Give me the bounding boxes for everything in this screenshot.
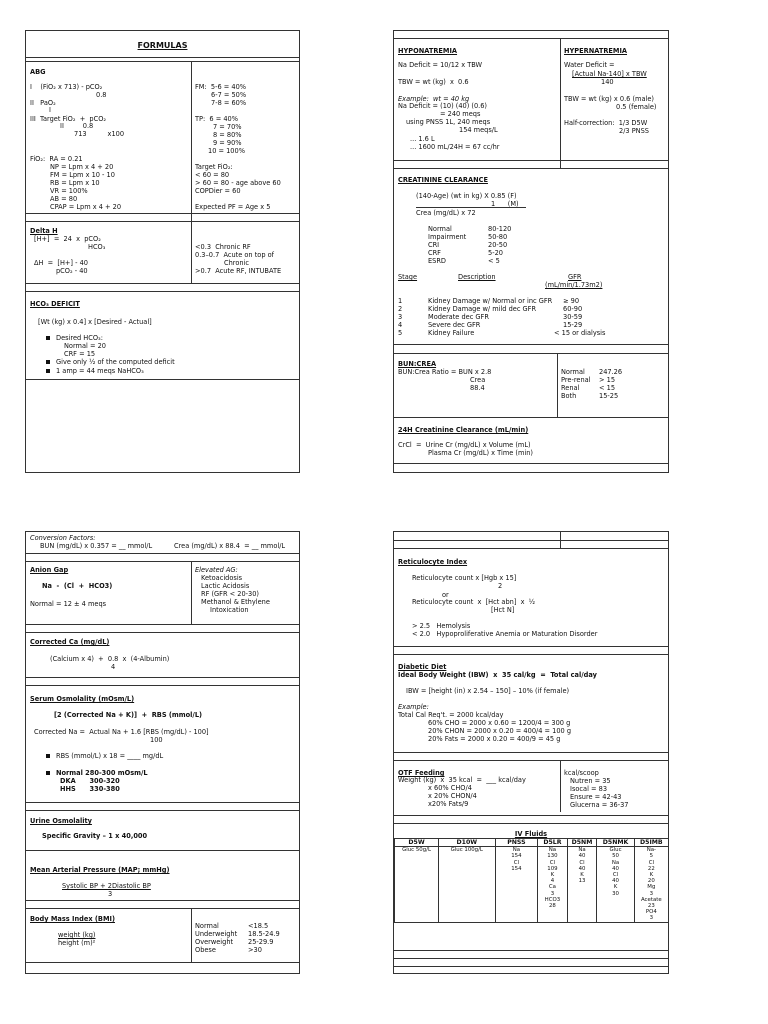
- fm-line-2: 6-7 = 50%: [211, 91, 247, 99]
- bun-label-prerenal: Pre-renal: [561, 376, 591, 384]
- fio2-rb: RB = Lpm x 10: [50, 179, 100, 187]
- stage-4-gfr: 15-29: [563, 321, 583, 329]
- crcl-label-esrd: ESRD: [428, 257, 447, 265]
- delta-h-acute-chronic-2: Chronic: [224, 259, 250, 267]
- hco3-bullet-desired: Desired HCO₃:: [46, 334, 103, 342]
- iv-col-d10w: D10W: [439, 839, 495, 847]
- retic-formula-2: Reticulocyte count x [Hct abn] x ½: [412, 598, 536, 606]
- tp-line-2: 7 = 70%: [213, 123, 242, 131]
- conversion-crea: Crea (mg/dL) x 88.4 = __ mmol/L: [174, 542, 286, 550]
- na-deficit: Na Deficit = 10/12 x TBW: [398, 61, 483, 69]
- urine-osmolality-formula: Specific Gravity – 1 x 40,000: [42, 832, 148, 840]
- map-heading: Mean Arterial Pressure (MAP; mmHg): [30, 866, 170, 874]
- water-deficit-numerator: [Actual Na-140] x TBW: [572, 70, 647, 78]
- elevated-ag-1: Ketoacidosis: [201, 574, 243, 582]
- crcl-value-impairment: 50-80: [488, 233, 508, 241]
- kcal-glucerna: Glucerna = 36-37: [570, 801, 629, 809]
- iv-d5nm-content: Na 40 Cl 40 K 13: [567, 847, 597, 922]
- expected-pf: Expected PF = Age x 5: [195, 203, 271, 211]
- reticulocyte-index-heading: Reticulocyte Index: [398, 558, 468, 566]
- iv-fluids-content-row: [395, 847, 669, 922]
- page-heme-nutrition: [393, 531, 669, 974]
- crcl-label-cri: CRI: [428, 241, 440, 249]
- bun-value-prerenal: > 15: [599, 376, 616, 384]
- diet-example: Example:: [398, 703, 429, 711]
- half-correction-2: 2/3 PNSS: [619, 127, 649, 135]
- abg-formula-2: II PaO₂: [30, 99, 56, 107]
- bun-value-normal: 247.26: [599, 368, 623, 376]
- water-deficit: Water Deficit =: [564, 61, 615, 69]
- abg-formula-3-denominator: 713 x100: [74, 130, 125, 138]
- iv-col-d5imb: D5IMB: [634, 839, 668, 847]
- delta-h-acute-chronic: 0.3–0.7 Acute on top of: [195, 251, 274, 259]
- bmi-value-underweight: 18.5-24.9: [248, 930, 280, 938]
- gfr-unit-header: (mL/min/1.73m2): [545, 281, 603, 289]
- hyponatremia-heading: HYPONATREMIA: [398, 47, 458, 55]
- retic-formula-2-denominator: [Hct N]: [491, 606, 515, 614]
- bmi-value-normal: <18.5: [248, 922, 269, 930]
- delta-h-formula-1-denominator: HCO₃: [88, 243, 106, 251]
- otf-fats: x20% Fats/9: [428, 800, 469, 808]
- osm-normal: Normal 280-300 mOsm/L: [46, 769, 148, 777]
- iv-fluids-table: [394, 838, 669, 923]
- otf-cho: x 60% CHO/4: [428, 784, 472, 792]
- diet-ex-cho: 60% CHO = 2000 x 0.60 = 1200/4 = 300 g: [428, 719, 571, 727]
- crcl-value-crf: 5-20: [488, 249, 503, 257]
- fm-line-3: 7-8 = 60%: [211, 99, 247, 107]
- corrected-ca-denominator: 4: [111, 663, 116, 671]
- hypo-ex-4: 154 meqs/L: [459, 126, 498, 134]
- ibw-total-cal: Ideal Body Weight (IBW) x 35 cal/kg = Total cal/day: [398, 671, 597, 679]
- crcl-label-crf: CRF: [428, 249, 441, 257]
- bun-value-renal: < 15: [599, 384, 616, 392]
- map-denominator: 3: [108, 890, 113, 898]
- otf-feeding-heading: OTF Feeding: [398, 769, 445, 777]
- crcl-label-normal: Normal: [428, 225, 452, 233]
- stage-1-desc: Kidney Damage w/ Normal or inc GFR: [428, 297, 553, 305]
- fio2-fm: FM = Lpm x 10 - 10: [50, 171, 115, 179]
- corrected-na-formula: Corrected Na = Actual Na + 1.6 [RBS (mg/dL) - 100]: [34, 728, 209, 736]
- anion-gap-normal: Normal = 12 ± 4 meqs: [30, 600, 107, 608]
- corrected-ca-formula: (Calcium x 4) + 0.8 x (4-Albumin): [50, 655, 170, 663]
- fio2-np: NP = Lpm x 4 + 20: [50, 163, 114, 171]
- stage-1-gfr: ≥ 90: [563, 297, 580, 305]
- crcl-formula-1b: 1 (M): [491, 200, 519, 208]
- retic-formula-1-denominator: 2: [498, 582, 503, 590]
- 24h-crcl-denominator: Plasma Cr (mg/dL) x Time (min): [428, 449, 533, 457]
- stage-header: Stage: [398, 273, 418, 281]
- retic-formula-1: Reticulocyte count x [Hgb x 15]: [412, 574, 517, 582]
- gfr-header: GFR: [568, 273, 582, 281]
- kcal-ensure: Ensure = 42-43: [570, 793, 622, 801]
- rbs-conversion: RBS (mmol/L) x 18 = ____ mg/dL: [46, 752, 163, 760]
- delta-h-formula-2-denominator: pCO₂ - 40: [56, 267, 88, 275]
- abg-formula-1: I (FiO₂ x 713) - pCO₂: [30, 83, 103, 91]
- iv-d5w-content: Gluc 50g/L: [395, 847, 439, 922]
- stage-1: 1: [398, 297, 403, 305]
- crcl-value-cri: 20-50: [488, 241, 508, 249]
- bun-label-both: Both: [561, 392, 577, 400]
- page-labs: [25, 531, 300, 974]
- abg-heading: ABG: [30, 68, 46, 76]
- iv-pnss-content: Na 154 Cl 154: [495, 847, 538, 922]
- bun-crea-ratio-factor: 88.4: [470, 384, 485, 392]
- elevated-ag-3: RF (GFR < 20-30): [201, 590, 259, 598]
- urine-osmolality-heading: Urine Osmolality: [30, 817, 92, 825]
- target-fio2-2: > 60 = 80 - age above 60: [195, 179, 281, 187]
- abg-formula-1-denominator: 0.8: [96, 91, 107, 99]
- fio2-cpap: CPAP = Lpm x 4 + 20: [50, 203, 122, 211]
- bmi-value-obese: >30: [248, 946, 262, 954]
- crcl-value-normal: 80-120: [488, 225, 512, 233]
- bmi-label-obese: Obese: [195, 946, 216, 954]
- bun-label-normal: Normal: [561, 368, 585, 376]
- serum-osmolality-formula: [2 (Corrected Na + K)] + RBS (mmol/L): [54, 711, 203, 719]
- retic-or: or: [442, 591, 449, 599]
- bmi-label-underweight: Underweight: [195, 930, 238, 938]
- crcl-formula-2: Crea (mg/dL) x 72: [416, 209, 476, 217]
- bmi-heading: Body Mass Index (BMI): [30, 915, 115, 923]
- delta-h-formula-1: [H+] = 24 x pCO₂: [34, 235, 101, 243]
- hco3-crf: CRF = 15: [64, 350, 96, 358]
- serum-osmolality-heading: Serum Osmolality (mOsm/L): [30, 695, 135, 703]
- otf-chon: x 20% CHON/4: [428, 792, 477, 800]
- corrected-ca-heading: Corrected Ca (mg/dL): [30, 638, 110, 646]
- hco3-deficit-formula: [Wt (kg) x 0.4] x [Desired - Actual]: [38, 318, 152, 326]
- tp-line-4: 9 = 90%: [213, 139, 242, 147]
- map-formula: Systolic BP + 2Diastolic BP: [62, 882, 151, 890]
- hypernatremia-heading: HYPERNATREMIA: [564, 47, 628, 55]
- hco3-bullet-amp: 1 amp = 44 meqs NaHCO₃: [46, 367, 144, 375]
- retic-hypoproliferative: < 2.0 Hypoproliferative Anemia or Maturation Disorder: [412, 630, 598, 638]
- tbw-female: 0.5 (female): [616, 103, 657, 111]
- target-fio2-1: < 60 = 80: [195, 171, 230, 179]
- half-correction: Half-correction: 1/3 D5W: [564, 119, 648, 127]
- tbw-male: TBW = wt (kg) x 0.6 (male): [564, 95, 654, 103]
- fm-line-1: FM: 5-6 = 40%: [195, 83, 247, 91]
- 24h-crcl-formula: CrCl = Urine Cr (mg/dL) x Volume (mL): [398, 441, 531, 449]
- target-fio2-head: Target FiO₂:: [195, 163, 233, 171]
- creatinine-clearance-heading: CREATININE CLEARANCE: [398, 176, 488, 184]
- elevated-ag-2: Lactic Acidosis: [201, 582, 250, 590]
- kcal-isocal: Isocal = 83: [570, 785, 608, 793]
- corrected-na-denominator: 100: [150, 736, 163, 744]
- stage-3-desc: Moderate dec GFR: [428, 313, 489, 321]
- conversion-bun: BUN (mg/dL) x 0.357 = __ mmol/L: [40, 542, 153, 550]
- otf-formula: Weight (kg) x 35 kcal = ___ kcal/day: [398, 776, 526, 784]
- retic-hemolysis: > 2.5 Hemolysis: [412, 622, 471, 630]
- iv-d5nmk-content: Gluc 50 Na 40 Cl 40 K 30: [597, 847, 634, 922]
- bun-crea-heading: BUN:CREA: [398, 360, 437, 368]
- iv-d10w-content: Gluc 100g/L: [439, 847, 495, 922]
- abg-formula-3-mid: II 0.8: [60, 122, 94, 130]
- stage-2-desc: Kidney Damage w/ mild dec GFR: [428, 305, 537, 313]
- stage-5-gfr: < 15 or dialysis: [554, 329, 606, 337]
- hypo-ex-2: = 240 meqs: [440, 110, 481, 118]
- bun-crea-ratio: BUN:Crea Ratio = BUN x 2.8: [398, 368, 492, 376]
- page-sodium-renal: [393, 30, 669, 473]
- stage-3: 3: [398, 313, 403, 321]
- stage-5: 5: [398, 329, 403, 337]
- osm-hhs: HHS 330-380: [60, 785, 120, 793]
- diet-ex-total: Total Cal Req't. = 2000 kcal/day: [398, 711, 504, 719]
- delta-h-heading: Delta H: [30, 227, 58, 235]
- conversion-factors-heading: Conversion Factors:: [30, 534, 96, 542]
- iv-d5imb-content: Na- 5 Cl 22 K 20 Mg 3 Acetate 23 PO4 3: [634, 847, 668, 922]
- crcl-formula-1: (140-Age) (wt in kg) X 0.85 (F): [416, 192, 517, 200]
- hypo-ex-1: Na Deficit = (10) (40) (0.6): [398, 102, 488, 110]
- bmi-label-normal: Normal: [195, 922, 219, 930]
- stage-4-desc: Severe dec GFR: [428, 321, 481, 329]
- iv-fluids-header-row: [395, 839, 669, 847]
- kcal-nutren: Nutren = 35: [570, 777, 611, 785]
- iv-col-pnss: PNSS: [495, 839, 538, 847]
- iv-col-d5nm: D5NM: [567, 839, 597, 847]
- hco3-bullet-half: Give only ½ of the computed deficit: [46, 358, 175, 366]
- diabetic-diet-heading: Diabetic Diet: [398, 663, 447, 671]
- abg-formula-2-denominator: I: [49, 106, 51, 114]
- tp-line-5: 10 = 100%: [208, 147, 245, 155]
- iv-col-d5w: D5W: [395, 839, 439, 847]
- tp-line-3: 8 = 80%: [213, 131, 242, 139]
- hypo-ex-5: ... 1.6 L: [410, 135, 435, 143]
- elevated-ag-4: Methanol & Ethylene: [201, 598, 270, 606]
- delta-h-chronic: <0.3 Chronic RF: [195, 243, 251, 251]
- stage-3-gfr: 30-59: [563, 313, 583, 321]
- stage-5-desc: Kidney Failure: [428, 329, 475, 337]
- stage-2: 2: [398, 305, 403, 313]
- elevated-ag-5: Intoxication: [210, 606, 249, 614]
- hco3-normal: Normal = 20: [64, 342, 106, 350]
- tbw-hypo: TBW = wt (kg) x 0.6: [398, 78, 469, 86]
- page-title: FORMULAS: [137, 41, 188, 50]
- bmi-value-overweight: 25-29.9: [248, 938, 274, 946]
- stage-4: 4: [398, 321, 403, 329]
- anion-gap-heading: Anion Gap: [30, 566, 69, 574]
- abg-formula-3: III Target FiO₂ + pCO₂: [30, 115, 107, 123]
- fio2-vr: VR = 100%: [50, 187, 88, 195]
- bun-crea-ratio-denominator: Crea: [470, 376, 486, 384]
- kcal-scoop: kcal/scoop: [564, 769, 599, 777]
- fio2-ab: AB = 80: [50, 195, 78, 203]
- diet-ex-fats: 20% Fats = 2000 x 0.20 = 400/9 = 45 g: [428, 735, 561, 743]
- iv-col-d5lr: D5LR: [538, 839, 567, 847]
- bmi-label-overweight: Overweight: [195, 938, 234, 946]
- hypo-example: Example: wt = 40 kg: [398, 95, 470, 103]
- iv-d5lr-content: Na 130 Cl 109 K 4 Ca 3 HCO3 28: [538, 847, 567, 922]
- iv-fluids-heading: IV Fluids: [514, 830, 548, 838]
- anion-gap-formula: Na - (Cl + HCO3): [42, 582, 113, 590]
- bun-value-both: 15-25: [599, 392, 619, 400]
- description-header: Description: [458, 273, 496, 281]
- osm-dka: DKA 300-320: [60, 777, 120, 785]
- ibw-formula: IBW = [height (in) x 2.54 – 150] – 10% (if female): [406, 687, 570, 695]
- target-fio2-3: COPDier = 60: [195, 187, 241, 195]
- diet-ex-chon: 20% CHON = 2000 x 0.20 = 400/4 = 100 g: [428, 727, 572, 735]
- iv-col-d5nmk: D5NMK: [597, 839, 634, 847]
- water-deficit-denominator: 140: [601, 78, 614, 86]
- hypo-ex-3: using PNSS 1L, 240 meqs: [406, 118, 491, 126]
- hco3-deficit-heading: HCO₃ DEFICIT: [30, 300, 80, 308]
- bun-label-renal: Renal: [561, 384, 580, 392]
- hypo-ex-6: ... 1600 mL/24H = 67 cc/hr: [410, 143, 500, 151]
- crcl-value-esrd: < 5: [488, 257, 500, 265]
- 24h-crcl-heading: 24H Creatinine Clearance (mL/min): [398, 426, 529, 434]
- crcl-label-impairment: Impairment: [428, 233, 467, 241]
- bmi-formula: weight (kg): [58, 931, 96, 939]
- tp-line-1: TP: 6 = 40%: [195, 115, 238, 123]
- page-formulas: [25, 30, 300, 473]
- fio2-ra: FiO₂: RA = 0.21: [30, 155, 83, 163]
- stage-2-gfr: 60-90: [563, 305, 583, 313]
- delta-h-formula-2: ΔH = [H+] - 40: [34, 259, 88, 267]
- delta-h-acute: >0.7 Acute RF, INTUBATE: [195, 267, 282, 275]
- bmi-denominator: height (m)²: [58, 939, 96, 947]
- elevated-ag-heading: Elevated AG:: [195, 566, 238, 574]
